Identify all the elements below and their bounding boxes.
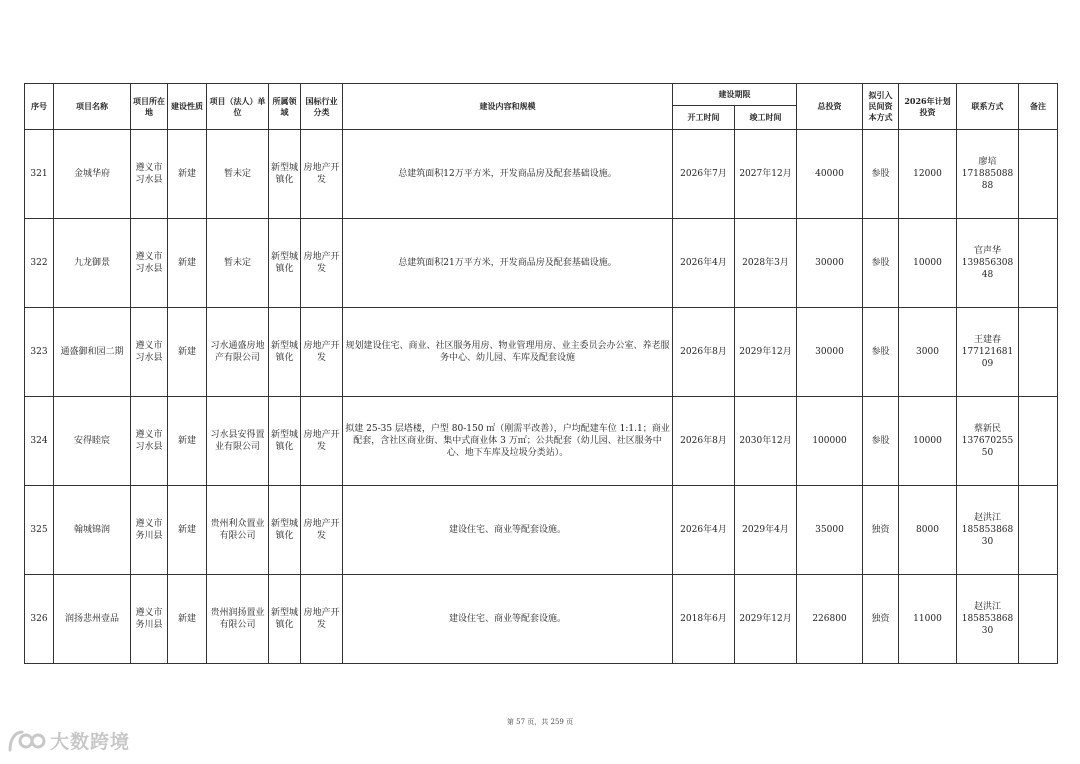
table-row xyxy=(25,308,1058,397)
cell-mode: 独资 xyxy=(863,575,899,664)
cell-unit: 习水县安得置业有限公司 xyxy=(207,397,269,486)
cell-end: 2029年4月 xyxy=(735,486,797,575)
cell-name: 通盛御和园二期 xyxy=(54,308,131,397)
cell-invest: 40000 xyxy=(797,130,863,219)
contact-name: 官声华 xyxy=(973,245,1001,256)
cell-seq: 321 xyxy=(25,130,54,219)
cell-contact xyxy=(957,308,1019,397)
cell-content: 建设住宅、商业等配套设施。 xyxy=(343,486,673,575)
table-row xyxy=(25,575,1058,664)
cell-name: 九龙御景 xyxy=(54,219,131,308)
cell-industry: 房地产开发 xyxy=(301,575,343,664)
cell-end: 2028年3月 xyxy=(735,219,797,308)
contact-phone: 13767025550 xyxy=(961,435,1014,459)
cell-industry: 房地产开发 xyxy=(301,486,343,575)
cell-unit: 贵州利众置业有限公司 xyxy=(207,486,269,575)
cell-content: 总建筑面积12万平方米，开发商品房及配套基础设施。 xyxy=(343,130,673,219)
cell-content: 建设住宅、商业等配套设施。 xyxy=(343,575,673,664)
cell-start: 2018年6月 xyxy=(673,575,735,664)
cell-unit: 贵州润扬置业有限公司 xyxy=(207,575,269,664)
cell-name: 翰城锦润 xyxy=(54,486,131,575)
cell-invest: 226800 xyxy=(797,575,863,664)
cell-location: 遵义市务川县 xyxy=(131,486,168,575)
cell-invest: 35000 xyxy=(797,486,863,575)
cell-content: 总建筑面积21万平方米，开发商品房及配套基础设施。 xyxy=(343,219,673,308)
cell-nature: 新建 xyxy=(168,219,207,308)
cell-plan: 10000 xyxy=(899,397,957,486)
cell-field: 新型城镇化 xyxy=(269,308,301,397)
cell-start: 2026年4月 xyxy=(673,486,735,575)
cell-industry: 房地产开发 xyxy=(301,219,343,308)
cell-start: 2026年8月 xyxy=(673,308,735,397)
cell-nature: 新建 xyxy=(168,308,207,397)
contact-name: 廖培 xyxy=(978,156,997,167)
cell-field: 新型城镇化 xyxy=(269,130,301,219)
cell-name: 安得睦宸 xyxy=(54,397,131,486)
cell-nature: 新建 xyxy=(168,575,207,664)
contact-name: 蔡新民 xyxy=(973,423,1001,434)
cell-seq: 324 xyxy=(25,397,54,486)
header-plan: 2026年计划投资 xyxy=(899,84,957,130)
contact-name: 赵洪江 xyxy=(973,512,1001,523)
header-name: 项目名称 xyxy=(54,84,131,130)
cell-contact xyxy=(957,397,1019,486)
cell-start: 2026年7月 xyxy=(673,130,735,219)
cell-industry: 房地产开发 xyxy=(301,397,343,486)
table-row xyxy=(25,486,1058,575)
cell-mode: 参股 xyxy=(863,397,899,486)
cell-location: 遵义市习水县 xyxy=(131,219,168,308)
cell-end: 2027年12月 xyxy=(735,130,797,219)
cell-contact xyxy=(957,486,1019,575)
cell-mode: 独资 xyxy=(863,486,899,575)
cell-invest: 30000 xyxy=(797,308,863,397)
cell-location: 遵义市习水县 xyxy=(131,397,168,486)
cell-field: 新型城镇化 xyxy=(269,575,301,664)
header-note: 备注 xyxy=(1019,84,1058,130)
header-content: 建设内容和规模 xyxy=(343,84,673,130)
contact-phone: 17712168109 xyxy=(961,346,1014,370)
cell-name: 润扬悲州壹品 xyxy=(54,575,131,664)
cell-field: 新型城镇化 xyxy=(269,397,301,486)
header-row xyxy=(25,84,1058,106)
cell-end: 2029年12月 xyxy=(735,308,797,397)
cell-end: 2030年12月 xyxy=(735,397,797,486)
cell-contact xyxy=(957,219,1019,308)
contact-name: 赵洪江 xyxy=(973,601,1001,612)
header-period: 建设期限 xyxy=(673,84,797,106)
cell-invest: 100000 xyxy=(797,397,863,486)
cell-plan: 12000 xyxy=(899,130,957,219)
page-number: 第 57 页，共 259 页 xyxy=(506,718,574,726)
cell-note xyxy=(1019,397,1058,486)
header-field: 所属领域 xyxy=(269,84,301,130)
cell-plan: 8000 xyxy=(899,486,957,575)
header-nature: 建设性质 xyxy=(168,84,207,130)
cell-content: 规划建设住宅、商业、社区服务用房、物业管理用房、业主委员会办公室、养老服务中心、幼儿园、车库及配套设施 xyxy=(343,308,673,397)
contact-phone: 18585386830 xyxy=(961,613,1014,637)
cell-mode: 参股 xyxy=(863,130,899,219)
cell-unit: 习水通盛房地产有限公司 xyxy=(207,308,269,397)
header-invest: 总投资 xyxy=(797,84,863,130)
cell-end: 2029年12月 xyxy=(735,575,797,664)
header-contact: 联系方式 xyxy=(957,84,1019,130)
cell-contact xyxy=(957,130,1019,219)
cell-start: 2026年4月 xyxy=(673,219,735,308)
contact-name: 王建春 xyxy=(973,334,1001,345)
cell-content: 拟建 25-35 层塔楼，户型 80-150 ㎡（刚需平改善），户均配建车位 1:1.1；商业配套，含社区商业街、集中式商业体 3 万㎡；公共配套（幼儿园、社区服务中心、地下车库及垃圾分类站）。 xyxy=(343,397,673,486)
header-location: 项目所在地 xyxy=(131,84,168,130)
cell-name: 金城华府 xyxy=(54,130,131,219)
brand-logo-icon xyxy=(6,726,46,754)
cell-field: 新型城镇化 xyxy=(269,219,301,308)
header-unit: 项目（法人）单位 xyxy=(207,84,269,130)
cell-note xyxy=(1019,486,1058,575)
cell-location: 遵义市习水县 xyxy=(131,130,168,219)
cell-plan: 11000 xyxy=(899,575,957,664)
cell-note xyxy=(1019,575,1058,664)
cell-industry: 房地产开发 xyxy=(301,130,343,219)
cell-industry: 房地产开发 xyxy=(301,308,343,397)
contact-phone: 18585386830 xyxy=(961,524,1014,548)
table-row xyxy=(25,219,1058,308)
cell-note xyxy=(1019,308,1058,397)
cell-location: 遵义市习水县 xyxy=(131,308,168,397)
header-seq: 序号 xyxy=(25,84,54,130)
table-row xyxy=(25,130,1058,219)
table-row xyxy=(25,397,1058,486)
cell-seq: 326 xyxy=(25,575,54,664)
cell-seq: 325 xyxy=(25,486,54,575)
cell-invest: 30000 xyxy=(797,219,863,308)
cell-field: 新型城镇化 xyxy=(269,486,301,575)
cell-contact xyxy=(957,575,1019,664)
contact-phone: 17188508888 xyxy=(961,168,1014,192)
cell-plan: 10000 xyxy=(899,219,957,308)
cell-seq: 322 xyxy=(25,219,54,308)
cell-unit: 暂未定 xyxy=(207,130,269,219)
watermark-text: 大数跨境 xyxy=(50,730,131,753)
header-industry: 国标行业分类 xyxy=(301,84,343,130)
cell-plan: 3000 xyxy=(899,308,957,397)
cell-nature: 新建 xyxy=(168,130,207,219)
cell-location: 遵义市务川县 xyxy=(131,575,168,664)
cell-note xyxy=(1019,219,1058,308)
cell-seq: 323 xyxy=(25,308,54,397)
cell-nature: 新建 xyxy=(168,397,207,486)
cell-note xyxy=(1019,130,1058,219)
header-end: 竣工时间 xyxy=(735,106,797,130)
watermark xyxy=(6,726,130,754)
header-mode: 拟引入民间资本方式 xyxy=(863,84,899,130)
cell-mode: 参股 xyxy=(863,219,899,308)
project-table xyxy=(24,83,1058,664)
contact-phone: 13985630848 xyxy=(961,257,1014,281)
cell-unit: 暂未定 xyxy=(207,219,269,308)
cell-mode: 参股 xyxy=(863,308,899,397)
cell-start: 2026年8月 xyxy=(673,397,735,486)
header-start: 开工时间 xyxy=(673,106,735,130)
cell-nature: 新建 xyxy=(168,486,207,575)
